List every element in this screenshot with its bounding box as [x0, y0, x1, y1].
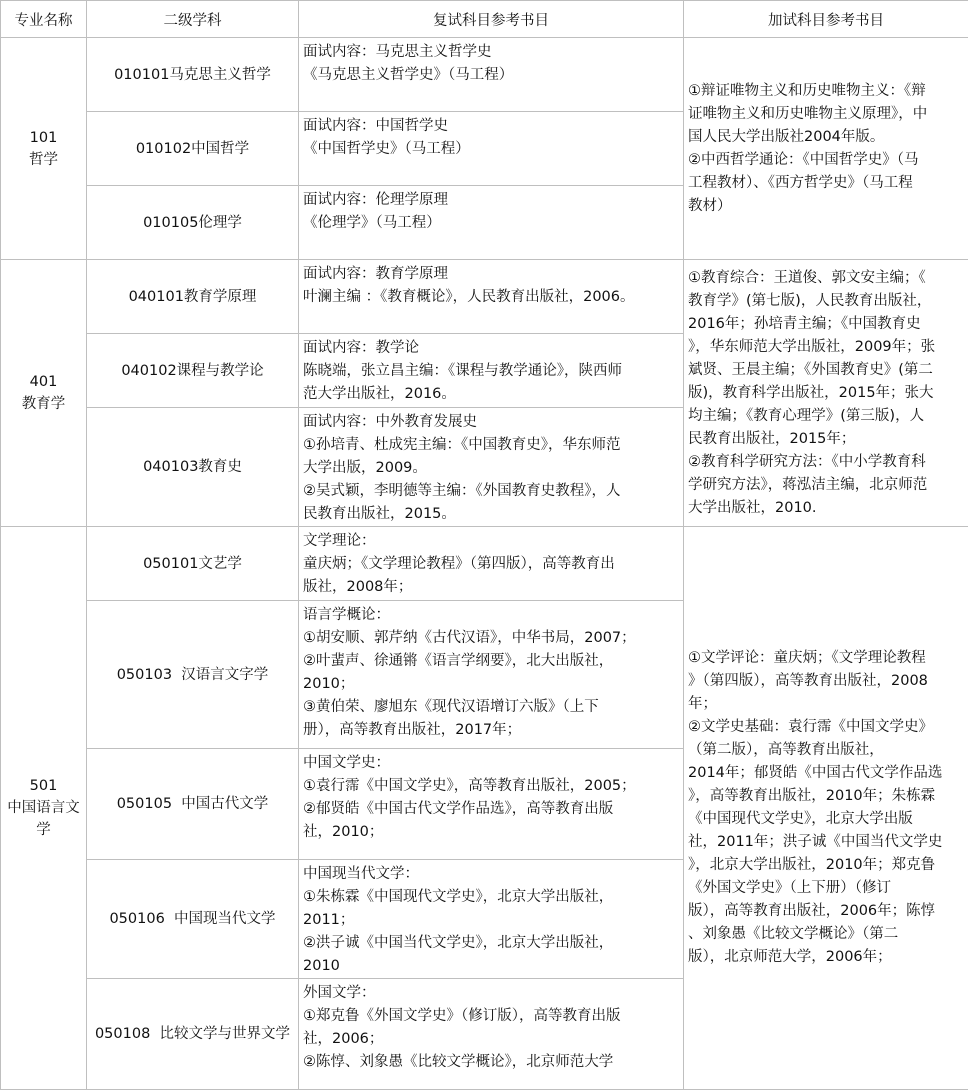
table-row — [1, 260, 968, 334]
sub-discipline-cell: 040102课程与教学论 — [87, 334, 299, 408]
retest-books-cell: 面试内容：教学论 陈晓端，张立昌主编：《课程与教学通论》，陕西师 范大学出版社，2016。 — [299, 334, 684, 408]
retest-books-cell: 面试内容：中国哲学史 《中国哲学史》（马工程） — [299, 112, 684, 186]
major-title: 教育学 — [1, 393, 86, 415]
sub-discipline-cell: 040101教育学原理 — [87, 260, 299, 334]
retest-books-cell: 文学理论： 童庆炳；《文学理论教程》（第四版），高等教育出 版社，2008年； — [299, 527, 684, 601]
retest-books-cell: 中国现当代文学： ①朱栋霖《中国现代文学史》，北京大学出版社， 2011； ②洪子诚《中国当代文学史》，北京大学出版社， 2010 — [299, 860, 684, 979]
sub-discipline-cell: 010101马克思主义哲学 — [87, 38, 299, 112]
major-name-cell — [1, 527, 87, 1090]
sub-discipline-cell: 050101文艺学 — [87, 527, 299, 601]
sub-discipline-cell: 050108 比较文学与世界文学 — [87, 979, 299, 1090]
major-code: 501 — [1, 775, 86, 797]
header-retest-books: 复试科目参考书目 — [299, 1, 684, 38]
additional-books-cell: ①文学评论：童庆炳；《文学理论教程 》（第四版），高等教育出版社，2008 年； ②文学史基础：袁行霈《中国文学史》 （第二版），高等教育出版社， 2014年；郁贤皓《中国古代文学作品选 》，高等教育出版社，2010年；朱栋霖 《中国现代文学史》，北京大学出版 社，2011年；洪子诚《中国当代文学史 》，北京大学出版社，2010年；郑克鲁 《外国文学史》（上下册）（修订 版），高等教育出版社，2006年；陈惇 、刘象愚《比较文学概论》（第二 版），北京师范大学，2006年； — [684, 527, 968, 1090]
sub-discipline-cell: 010102中国哲学 — [87, 112, 299, 186]
header-sub-discipline: 二级学科 — [87, 1, 299, 38]
major-title-cont: 学 — [1, 819, 86, 841]
major-name-cell — [1, 38, 87, 260]
sub-discipline-cell: 040103教育史 — [87, 408, 299, 527]
sub-discipline-cell: 050103 汉语言文字学 — [87, 601, 299, 749]
major-code: 401 — [1, 371, 86, 393]
table-row — [1, 38, 968, 112]
major-title: 中国语言文 — [1, 797, 86, 819]
major-name-cell — [1, 260, 87, 527]
retest-books-cell: 中国文学史： ①袁行霈《中国文学史》，高等教育出版社，2005； ②郁贤皓《中国古代文学作品选》，高等教育出版 社，2010； — [299, 749, 684, 860]
additional-books-cell: ①辩证唯物主义和历史唯物主义：《辩 证唯物主义和历史唯物主义原理》，中 国人民大学出版社2004年版。 ②中西哲学通论：《中国哲学史》（马 工程教材）、《西方哲学史》（马工程 教材） — [684, 38, 968, 260]
header-row — [1, 1, 968, 38]
retest-books-cell: 面试内容：马克思主义哲学史 《马克思主义哲学史》（马工程） — [299, 38, 684, 112]
header-major-name: 专业名称 — [1, 1, 87, 38]
additional-books-cell: ①教育综合：王道俊、郭文安主编；《 教育学》(第七版)，人民教育出版社， 2016年；孙培青主编；《中国教育史 》，华东师范大学出版社，2009年；张 斌贤、王晨主编；《外国教育史》(第二 版)，教育科学出版社，2015年；张大 均主编；《教育心理学》(第三版)，人 民教育出版社，2015年； ②教育科学研究方法：《中小学教育科 学研究方法》，蒋泓洁主编，北京师范 大学出版社，2010. — [684, 260, 968, 527]
retest-books-cell: 语言学概论： ①胡安顺、郭芹纳《古代汉语》，中华书局，2007； ②叶蜚声、徐通锵《语言学纲要》，北大出版社， 2010； ③黄伯荣、廖旭东《现代汉语增订六版》（上下 册），高等教育出版社，2017年； — [299, 601, 684, 749]
sub-discipline-cell: 050105 中国古代文学 — [87, 749, 299, 860]
retest-books-cell: 面试内容：伦理学原理 《伦理学》（马工程） — [299, 186, 684, 260]
retest-books-cell: 外国文学： ①郑克鲁《外国文学史》（修订版），高等教育出版 社，2006； ②陈惇、刘象愚《比较文学概论》，北京师范大学 — [299, 979, 684, 1090]
major-code: 101 — [1, 127, 86, 149]
table-row — [1, 527, 968, 601]
sub-discipline-cell: 010105伦理学 — [87, 186, 299, 260]
retest-books-cell: 面试内容：教育学原理 叶澜主编 ：《教育概论》，人民教育出版社，2006。 — [299, 260, 684, 334]
sub-discipline-cell: 050106 中国现当代文学 — [87, 860, 299, 979]
major-title: 哲学 — [1, 149, 86, 171]
retest-books-cell: 面试内容：中外教育发展史 ①孙培青、杜成宪主编：《中国教育史》，华东师范 大学出版，2009。 ②吴式颖，李明德等主编：《外国教育史教程》，人 民教育出版社，2015。 — [299, 408, 684, 527]
header-additional-books: 加试科目参考书目 — [684, 1, 968, 38]
